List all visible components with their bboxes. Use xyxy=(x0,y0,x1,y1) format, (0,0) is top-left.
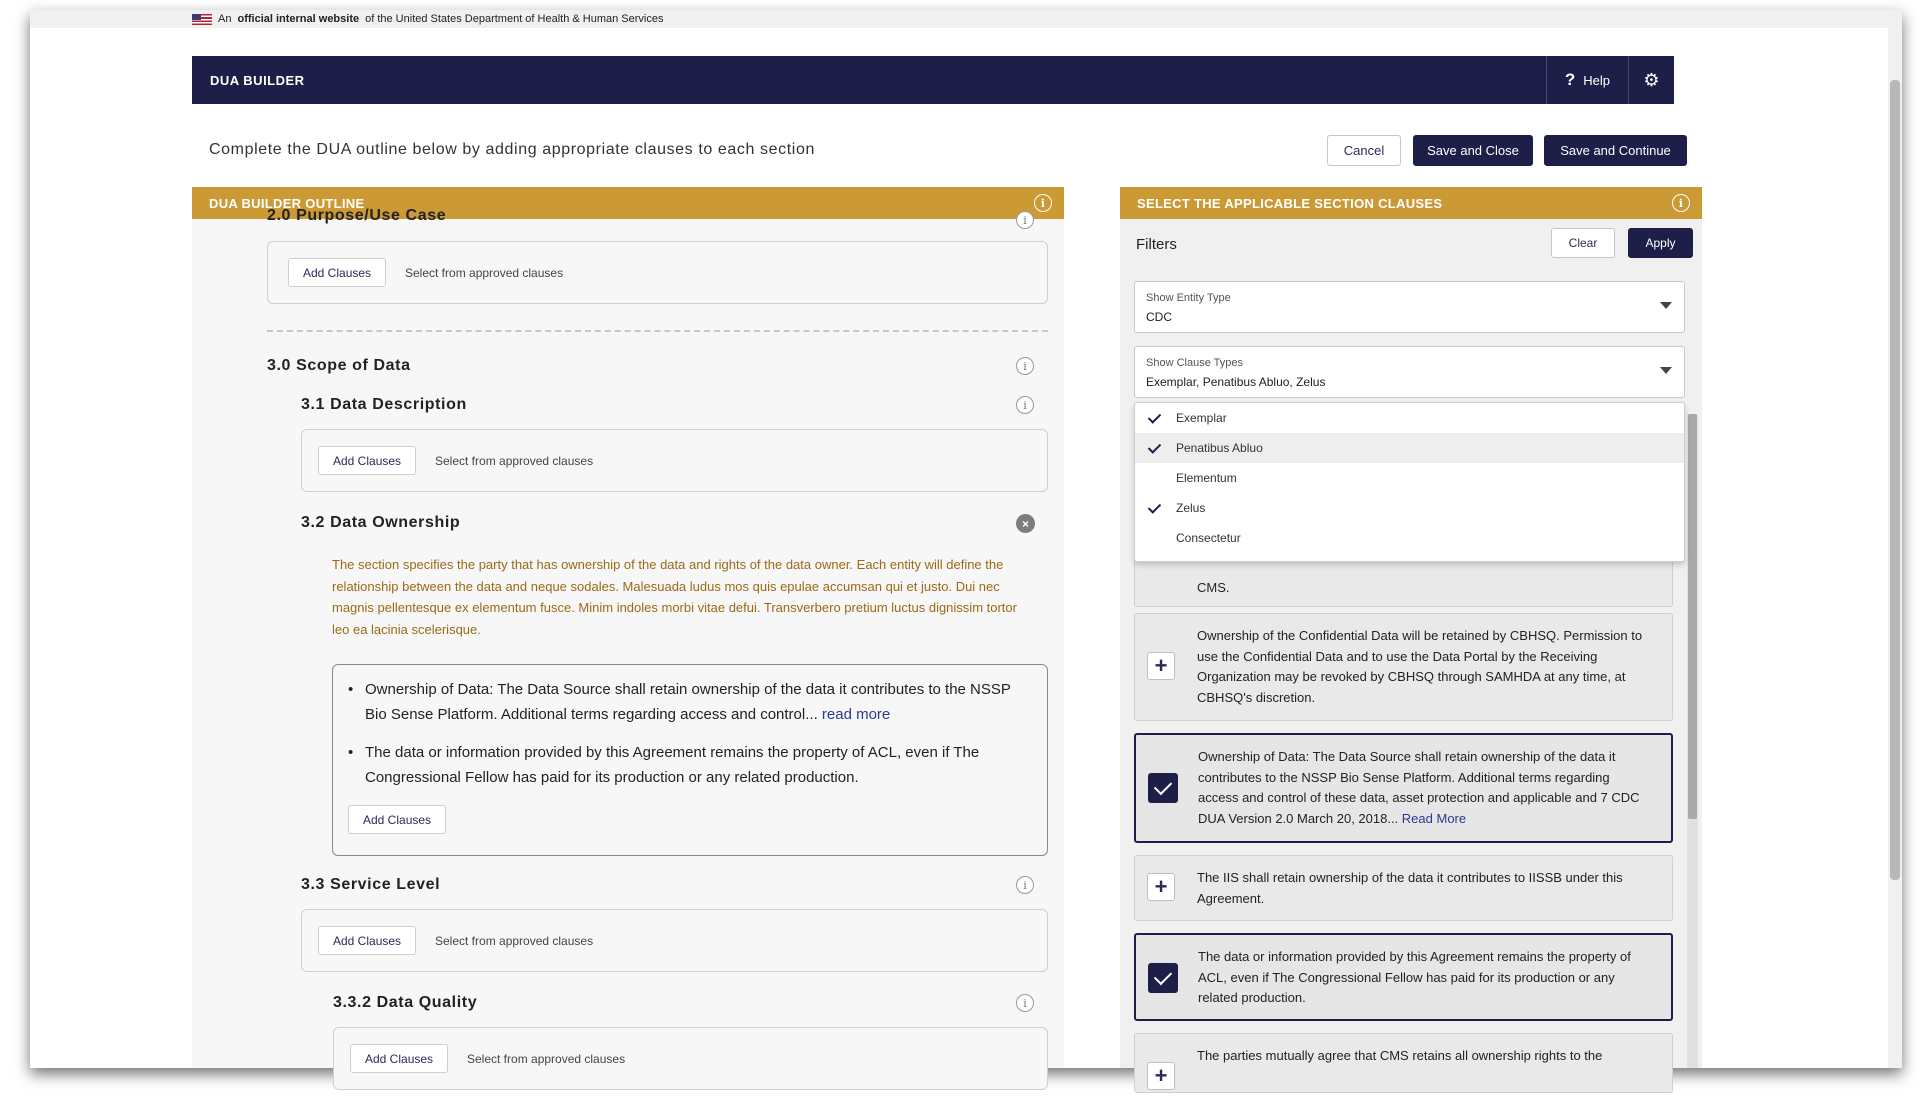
info-icon[interactable]: i xyxy=(1672,194,1690,212)
clause-text: Ownership of Data: The Data Source shall retain ownership of the data it contributes to the NSSP Bio Sense Platform. Additional terms regarding access and control... xyxy=(365,681,1011,723)
apply-button[interactable]: Apply xyxy=(1628,228,1693,258)
dropdown-option-consectetur[interactable] xyxy=(1135,523,1684,553)
gov-banner xyxy=(30,10,1902,28)
clause-card-text: The data or information provided by this Agreement remains the property of ACL, even if The Congressional Fellow has paid for its production or any related production. xyxy=(1198,949,1631,1005)
clause-card-text: CMS. xyxy=(1197,580,1230,595)
clauses-panel xyxy=(1120,219,1702,1088)
gov-banner-bold: official internal website xyxy=(237,13,360,25)
section-2-0-clause-box xyxy=(267,241,1048,304)
add-clauses-button[interactable]: Add Clauses xyxy=(288,258,386,287)
add-clauses-button[interactable]: Add Clauses xyxy=(350,1044,448,1073)
section-3-3-clause-box xyxy=(301,909,1048,972)
info-icon[interactable]: i xyxy=(1034,194,1052,212)
clause-card-selected[interactable] xyxy=(1134,933,1673,1021)
outline-panel xyxy=(192,207,1064,1068)
clause-types-select[interactable] xyxy=(1134,346,1685,398)
clause-text: Ownership of Data: The Data Source shall retain ownership of the data it contributes to the NSSP Bio Sense Platform. Additional terms regarding access and control of these data, asset protection and applicable and 7 CDC DUA Version 2.0 March 20, 2018... xyxy=(1198,749,1640,826)
help-label: Help xyxy=(1583,72,1610,88)
section-3-0-title: 3.0 Scope of Data xyxy=(267,357,411,374)
option-label: Exemplar xyxy=(1176,411,1227,425)
page-instruction: Complete the DUA outline below by adding appropriate clauses to each section xyxy=(209,141,815,158)
help-button[interactable] xyxy=(1546,56,1628,104)
clause-types-label: Show Clause Types xyxy=(1146,357,1244,369)
clause-card[interactable] xyxy=(1134,855,1673,921)
add-clauses-button[interactable]: Add Clauses xyxy=(348,805,446,834)
clause-types-value: Exemplar, Penatibus Abluo, Zelus xyxy=(1146,375,1326,389)
section-3-3-2-title: 3.3.2 Data Quality xyxy=(333,994,478,1011)
clause-card[interactable] xyxy=(1134,1033,1673,1093)
section-3-1-clause-box xyxy=(301,429,1048,492)
entity-type-label: Show Entity Type xyxy=(1146,292,1231,304)
checkmark-icon[interactable] xyxy=(1148,963,1178,993)
clauses-heading: SELECT THE APPLICABLE SECTION CLAUSES xyxy=(1137,195,1443,211)
save-and-continue-button[interactable]: Save and Continue xyxy=(1544,135,1687,166)
section-3-2-clause-box xyxy=(332,664,1048,856)
clause-item: • The data or information provided by this Agreement remains the property of ACL, even if The Congressional Fellow has paid for its production or any related production. xyxy=(348,740,1023,790)
filters-label: Filters xyxy=(1136,236,1177,253)
section-divider xyxy=(267,330,1048,332)
info-icon[interactable]: i xyxy=(1016,211,1034,229)
section-2-0-title: 2.0 Purpose/Use Case xyxy=(267,207,447,224)
gov-banner-prefix: An xyxy=(218,13,232,25)
clause-item xyxy=(348,677,1023,727)
section-3-2-title: 3.2 Data Ownership xyxy=(301,514,461,531)
select-hint: Select from approved clauses xyxy=(435,934,594,948)
select-hint: Select from approved clauses xyxy=(435,454,594,468)
clauses-panel-header xyxy=(1120,187,1702,219)
gear-icon[interactable]: ⚙ xyxy=(1628,56,1674,104)
clause-card-text: The parties mutually agree that CMS retains all ownership rights to the xyxy=(1197,1048,1603,1063)
section-3-3-title: 3.3 Service Level xyxy=(301,876,441,893)
clauses-scrollbar[interactable] xyxy=(1687,414,1698,1068)
select-hint: Select from approved clauses xyxy=(467,1052,626,1066)
checkmark-icon xyxy=(1148,440,1161,453)
dropdown-option-elementum[interactable] xyxy=(1135,463,1684,493)
dropdown-option-zelus[interactable] xyxy=(1135,493,1684,523)
section-3-1-title: 3.1 Data Description xyxy=(301,396,467,413)
chevron-down-icon xyxy=(1660,302,1672,309)
close-icon[interactable]: × xyxy=(1016,514,1035,533)
info-icon[interactable]: i xyxy=(1016,994,1034,1012)
entity-type-select[interactable] xyxy=(1134,281,1685,333)
read-more-link[interactable]: read more xyxy=(821,706,891,723)
checkmark-icon xyxy=(1148,410,1161,423)
gov-banner-suffix: of the United States Department of Health & Human Services xyxy=(365,13,664,25)
clause-card-selected[interactable] xyxy=(1134,733,1673,843)
dropdown-option-exemplar[interactable] xyxy=(1135,403,1684,433)
read-more-link[interactable]: Read More xyxy=(1401,810,1467,826)
add-clause-plus-icon[interactable]: + xyxy=(1147,1062,1175,1090)
clause-card[interactable] xyxy=(1134,613,1673,721)
option-label: Zelus xyxy=(1176,501,1206,515)
outline-heading: DUA BUILDER OUTLINE xyxy=(209,195,365,211)
page-scrollbar-thumb[interactable] xyxy=(1890,80,1900,880)
clause-card-text: Ownership of the Confidential Data will be retained by CBHSQ. Permission to use the Confidential Data and to use the Data Portal by the Receiving Organization may be revoked by CBHSQ through SAMHDA at any time, at CBHSQ's discretion. xyxy=(1197,628,1643,705)
chevron-down-icon xyxy=(1660,367,1672,374)
question-icon: ? xyxy=(1564,70,1576,89)
entity-type-value: CDC xyxy=(1146,310,1172,324)
section-3-3-2-clause-box xyxy=(333,1027,1048,1090)
app-title: DUA BUILDER xyxy=(210,72,305,88)
checkmark-icon xyxy=(1148,500,1161,513)
clause-types-dropdown xyxy=(1134,402,1685,562)
select-hint: Select from approved clauses xyxy=(405,266,564,280)
option-label: Elementum xyxy=(1176,471,1237,485)
section-3-2-description: The section specifies the party that has ownership of the data and rights of the data owner. Each entity will define the relationship between the data and neque sodales. Malesuada ludus mos quis epulae accumsan qui et justo. Dui nec magnis pellentesque ex elementum fusce. Minim indoles morbi vitae defui. Transverbero pretium luctus dignissim tortor leo ea lacinia scelerisque. xyxy=(332,557,1017,637)
info-icon[interactable]: i xyxy=(1016,876,1034,894)
info-icon[interactable]: i xyxy=(1016,357,1034,375)
checkmark-icon[interactable] xyxy=(1148,773,1178,803)
cancel-button[interactable]: Cancel xyxy=(1327,135,1401,166)
clauses-scrollbar-thumb[interactable] xyxy=(1688,414,1697,819)
us-flag-icon xyxy=(192,14,212,25)
add-clauses-button[interactable]: Add Clauses xyxy=(318,446,416,475)
clause-card-text xyxy=(1198,747,1653,829)
add-clause-plus-icon[interactable]: + xyxy=(1147,873,1175,901)
save-and-close-button[interactable]: Save and Close xyxy=(1413,135,1533,166)
option-label: Penatibus Abluo xyxy=(1176,441,1263,455)
dropdown-option-penatibus-abluo[interactable] xyxy=(1135,433,1684,463)
info-icon[interactable]: i xyxy=(1016,396,1034,414)
app-header xyxy=(192,56,1674,104)
clause-card-text: The IIS shall retain ownership of the data it contributes to IISSB under this Agreement. xyxy=(1197,870,1623,906)
clear-button[interactable]: Clear xyxy=(1551,228,1615,258)
add-clause-plus-icon[interactable]: + xyxy=(1147,652,1175,680)
add-clauses-button[interactable]: Add Clauses xyxy=(318,926,416,955)
option-label: Consectetur xyxy=(1176,531,1241,545)
page-scrollbar[interactable] xyxy=(1888,10,1902,1068)
